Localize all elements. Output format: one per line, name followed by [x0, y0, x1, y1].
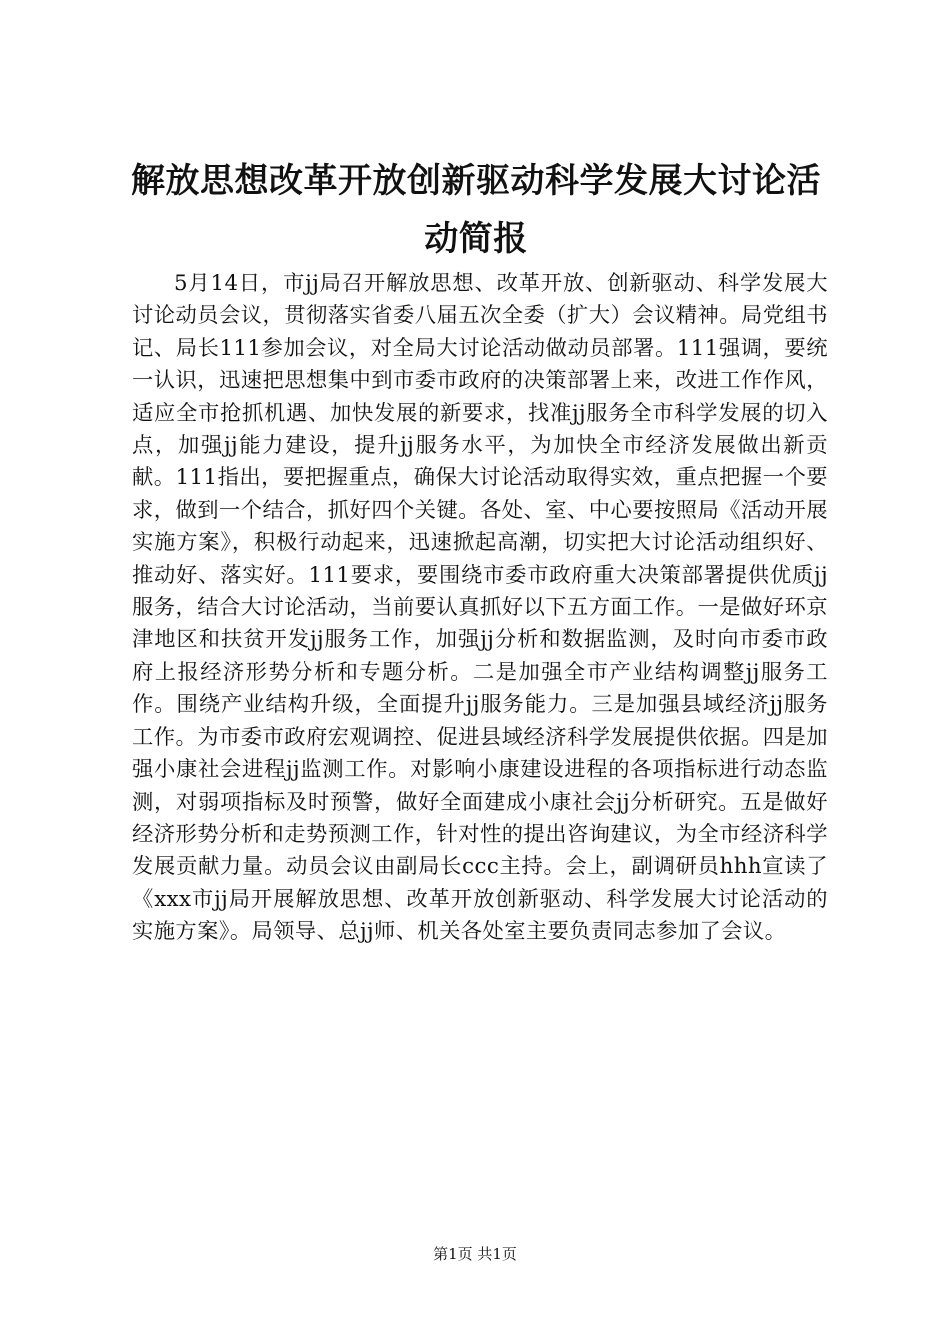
document-title: 解放思想改革开放创新驱动科学发展大讨论活动简报	[131, 161, 821, 259]
page-number: 第1页 共1页	[433, 1245, 517, 1263]
document-body: 5月14日，市jj局召开解放思想、改革开放、创新驱动、科学发展大讨论动员会议，贯彻落实省委八届五次全委（扩大）会议精神。局党组书记、局长111参加会议，对全局大讨论活动做动员部署。111强调，要统一认识，迅速把思想集中到市委市政府的决策部署上来，改进工作作风，适应全市抢抓机遇、加快发展的新要求，找准jj服务全市科学发展的切入点，加强jj能力建设，提升jj服务水平，为加快全市经济发展做出新贡献。111指出，要把握重点，确保大讨论活动取得实效，重点把握一个要求，做到一个结合，抓好四个关键。各处、室、中心要按照局《活动开展实施方案》，积极行动起来，迅速掀起高潮，切实把大讨论活动组织好、推动好、落实好。111要求，要围绕市委市政府重大决策部署提供优质jj服务，结合大讨论活动，当前要认真抓好以下五方面工作。一是做好环京津地区和扶贫开发jj服务工作，加强jj分析和数据监测，及时向市委市政府上报经济形势分析和专题分析。二是加强全市产业结构调整jj服务工作。围绕产业结构升级，全面提升jj服务能力。三是加强县域经济jj服务工作。为市委市政府宏观调控、促进县域经济科学发展提供依据。四是加强小康社会进程jj监测工作。对影响小康建设进程的各项指标进行动态监测，对弱项指标及时预警，做好全面建成小康社会jj分析研究。五是做好经济形势分析和走势预测工作，针对性的提出咨询建议，为全市经济科学发展贡献力量。动员会议由副局长ccc主持。会上，副调研员hhh宣读了《xxx市jj局开展解放思想、改革开放创新驱动、科学发展大讨论活动的实施方案》。局领导、总jj师、机关各处室主要负责同志参加了会议。	[132, 271, 828, 945]
